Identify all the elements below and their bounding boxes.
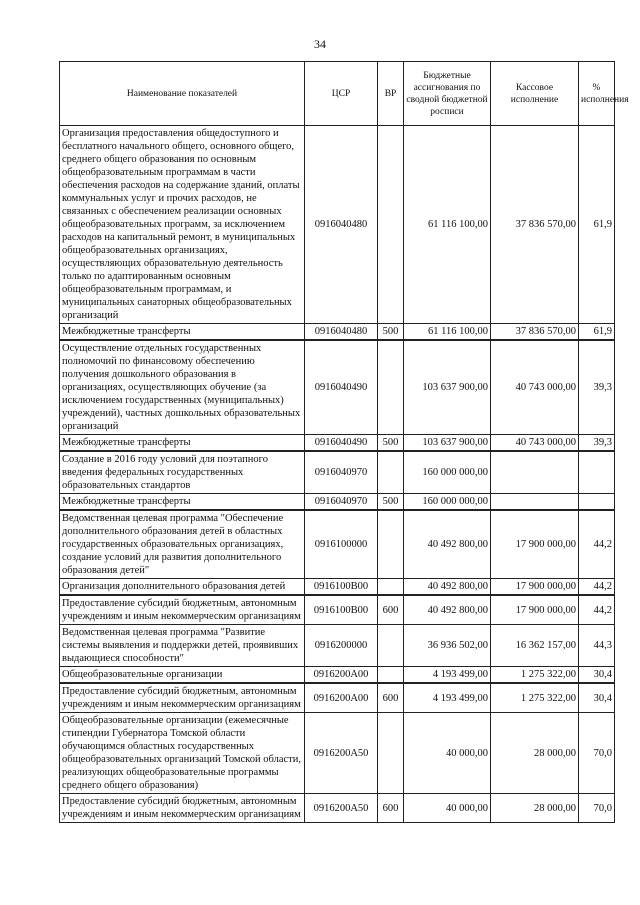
row-vr: 600 [378, 683, 404, 713]
header-csr: ЦСР [305, 62, 378, 126]
row-assigned: 36 936 502,00 [404, 625, 491, 667]
row-cash: 1 275 322,00 [491, 683, 579, 713]
row-percent: 70,0 [579, 794, 615, 823]
row-assigned: 160 000 000,00 [404, 451, 491, 494]
row-vr: 500 [378, 324, 404, 341]
row-vr [378, 126, 404, 324]
row-name: Создание в 2016 году условий для поэтапного введения федеральных государственных образовательных стандартов [60, 451, 305, 494]
row-percent: 30,4 [579, 683, 615, 713]
row-cash: 16 362 157,00 [491, 625, 579, 667]
table-row [60, 510, 615, 579]
row-assigned: 61 116 100,00 [404, 126, 491, 324]
row-percent: 61,9 [579, 126, 615, 324]
row-cash: 28 000,00 [491, 794, 579, 823]
row-csr: 0916100B00 [305, 579, 378, 596]
row-percent: 39,3 [579, 340, 615, 435]
table-row [60, 340, 615, 435]
table-row [60, 451, 615, 494]
table-row [60, 683, 615, 713]
row-assigned: 4 193 499,00 [404, 683, 491, 713]
row-name: Общеобразовательные организации [60, 667, 305, 684]
row-vr [378, 340, 404, 435]
table-row [60, 595, 615, 625]
page-number: 34 [314, 37, 326, 51]
row-name: Осуществление отдельных государственных полномочий по финансовому обеспечению получения дошкольного образования в организациях, осуществляющих обучение (за исключением государственных (муниципальных) учреждений), частных дошкольных образовательных организаций [60, 340, 305, 435]
row-assigned: 40 492 800,00 [404, 579, 491, 596]
table-row [60, 579, 615, 596]
row-cash: 17 900 000,00 [491, 595, 579, 625]
row-vr: 500 [378, 494, 404, 511]
row-csr: 0916040490 [305, 435, 378, 452]
row-csr: 0916200A50 [305, 713, 378, 794]
row-cash: 1 275 322,00 [491, 667, 579, 684]
row-name: Межбюджетные трансферты [60, 324, 305, 341]
row-cash: 37 836 570,00 [491, 126, 579, 324]
row-cash: 40 743 000,00 [491, 435, 579, 452]
row-name: Ведомственная целевая программа "Развитие системы выявления и поддержки детей, проявивших выдающиеся способности" [60, 625, 305, 667]
row-percent: 44,2 [579, 595, 615, 625]
header-assigned: Бюджетные ассигнования по сводной бюджетной росписи [404, 62, 491, 126]
row-csr: 0916200A00 [305, 667, 378, 684]
row-assigned: 103 637 900,00 [404, 340, 491, 435]
row-name: Организация дополнительного образования детей [60, 579, 305, 596]
row-csr: 0916040480 [305, 324, 378, 341]
header-percent: % исполнения [579, 62, 615, 126]
table-row [60, 794, 615, 823]
row-cash: 37 836 570,00 [491, 324, 579, 341]
row-cash: 40 743 000,00 [491, 340, 579, 435]
row-percent: 61,9 [579, 324, 615, 341]
row-percent: 70,0 [579, 713, 615, 794]
row-vr: 600 [378, 595, 404, 625]
row-percent: 44,3 [579, 625, 615, 667]
row-name: Организация предоставления общедоступного и бесплатного начального общего, основного общего, среднего общего образования по основным общеобразовательным программам в части обеспечения расходов на содержание зданий, оплаты коммунальных услуг и прочих расходов, не связанных с обеспечением реализации основных общеобразовательных программ, за исключением расходов на капитальный ремонт, в муниципальных общеобразовательных организациях, осуществляющих образовательную деятельность только по адаптированным основным общеобразовательным программам, и муниципальных санаторных общеобразовательных организаций [60, 126, 305, 324]
row-cash: 17 900 000,00 [491, 579, 579, 596]
row-name: Межбюджетные трансферты [60, 435, 305, 452]
table-row [60, 713, 615, 794]
row-percent [579, 494, 615, 511]
row-assigned: 4 193 499,00 [404, 667, 491, 684]
row-percent: 39,3 [579, 435, 615, 452]
row-csr: 0916040480 [305, 126, 378, 324]
row-vr [378, 579, 404, 596]
row-name: Предоставление субсидий бюджетным, автономным учреждениям и иным некоммерческим организациям [60, 683, 305, 713]
row-percent: 44,2 [579, 510, 615, 579]
row-assigned: 40 000,00 [404, 713, 491, 794]
row-csr: 0916200A00 [305, 683, 378, 713]
row-vr [378, 510, 404, 579]
row-name: Общеобразовательные организации (ежемесячные стипендии Губернатора Томской области обучающимся областных государственных общеобразовательных организаций Томской области, реализующих общеобразовательные программы среднего общего образования) [60, 713, 305, 794]
row-name: Ведомственная целевая программа "Обеспечение дополнительного образования детей в областных государственных образовательных организациях, создание условий для развития дополнительного образования детей" [60, 510, 305, 579]
row-csr: 0916100000 [305, 510, 378, 579]
row-cash [491, 451, 579, 494]
row-percent: 30,4 [579, 667, 615, 684]
row-assigned: 40 492 800,00 [404, 510, 491, 579]
table-header-row [60, 62, 615, 126]
row-name: Межбюджетные трансферты [60, 494, 305, 511]
row-csr: 0916200A50 [305, 794, 378, 823]
table-row [60, 324, 615, 341]
row-name: Предоставление субсидий бюджетным, автономным учреждениям и иным некоммерческим организациям [60, 794, 305, 823]
table-row [60, 667, 615, 684]
row-csr: 0916040970 [305, 451, 378, 494]
table-row [60, 126, 615, 324]
row-percent [579, 451, 615, 494]
row-vr: 600 [378, 794, 404, 823]
row-cash [491, 494, 579, 511]
row-csr: 0916100B00 [305, 595, 378, 625]
row-percent: 44,2 [579, 579, 615, 596]
row-assigned: 61 116 100,00 [404, 324, 491, 341]
budget-execution-table [59, 61, 629, 823]
row-cash: 17 900 000,00 [491, 510, 579, 579]
row-vr [378, 625, 404, 667]
row-vr: 500 [378, 435, 404, 452]
header-vr: ВР [378, 62, 404, 126]
table-row [60, 435, 615, 452]
row-vr [378, 451, 404, 494]
row-csr: 0916040970 [305, 494, 378, 511]
row-assigned: 40 000,00 [404, 794, 491, 823]
row-name: Предоставление субсидий бюджетным, автономным учреждениям и иным некоммерческим организациям [60, 595, 305, 625]
table-row [60, 494, 615, 511]
row-csr: 0916200000 [305, 625, 378, 667]
row-assigned: 160 000 000,00 [404, 494, 491, 511]
table-row [60, 625, 615, 667]
row-csr: 0916040490 [305, 340, 378, 435]
row-vr [378, 713, 404, 794]
row-vr [378, 667, 404, 684]
header-cash: Кассовое исполнение [491, 62, 579, 126]
header-name: Наименование показателей [60, 62, 305, 126]
row-cash: 28 000,00 [491, 713, 579, 794]
row-assigned: 40 492 800,00 [404, 595, 491, 625]
row-assigned: 103 637 900,00 [404, 435, 491, 452]
